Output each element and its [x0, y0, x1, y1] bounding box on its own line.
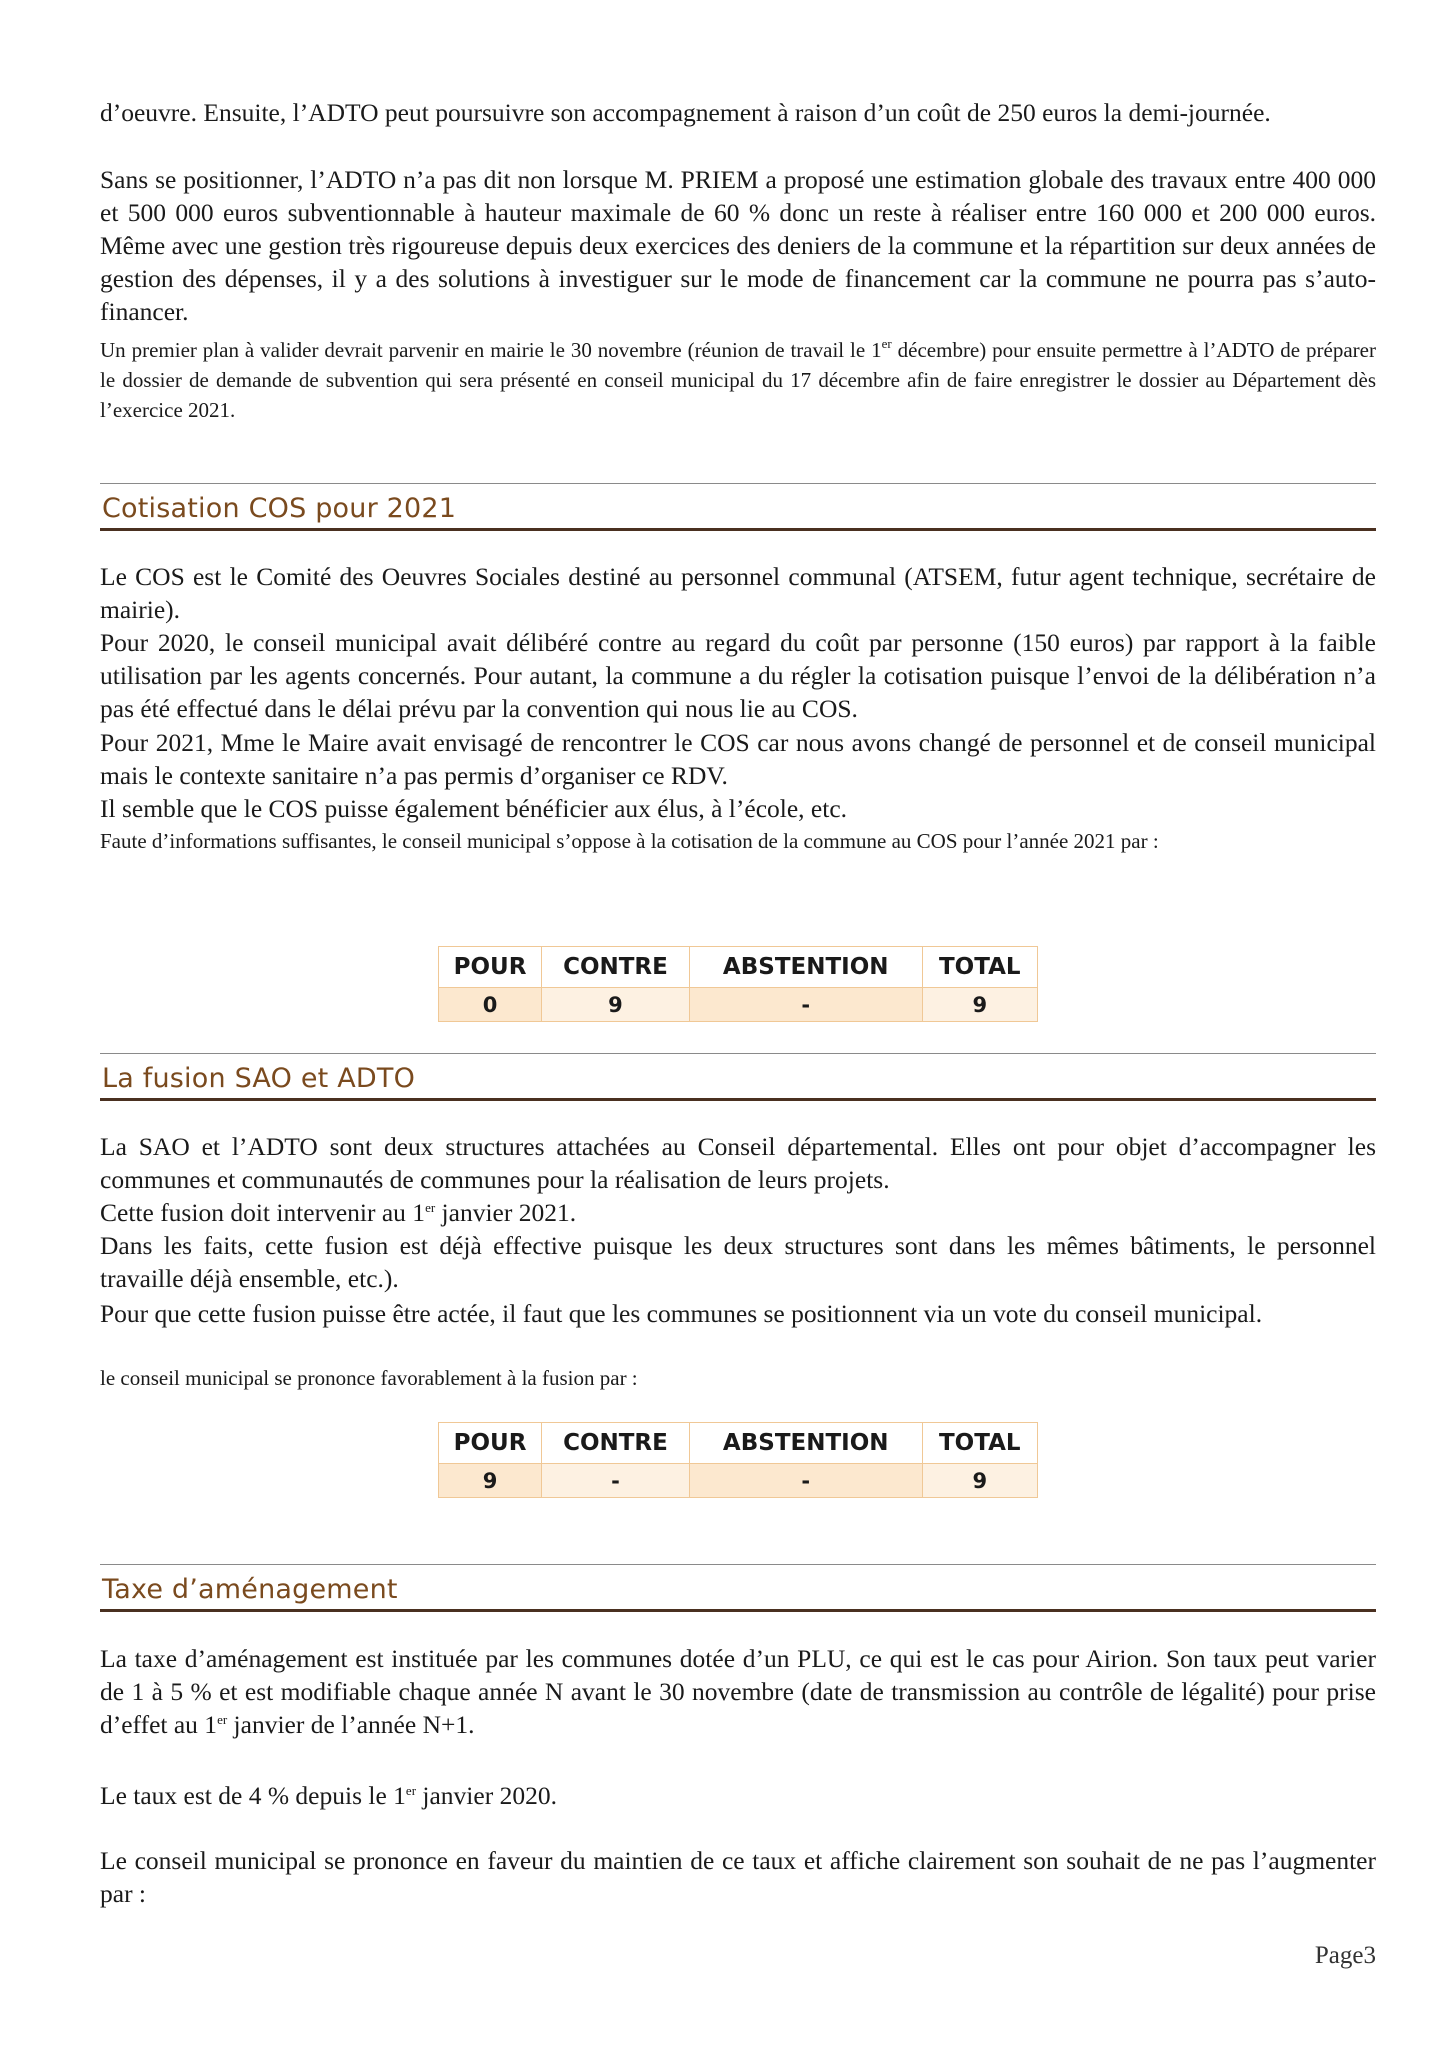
taxe-paragraph-3: Le conseil municipal se prononce en faveur du maintien de ce taux et affiche clairement son souhait de ne pas l’augmenter par : — [100, 1846, 1376, 1908]
fusion-paragraph-5: le conseil municipal se prononce favorablement à la fusion par : — [100, 1366, 638, 1390]
cos-paragraph-5: Faute d’informations suffisantes, le conseil municipal s’oppose à la cotisation de la commune au COS pour l’année 2021 par : — [100, 829, 1159, 853]
page-number: Page3 — [1314, 1942, 1376, 1969]
value-abstention: - — [689, 1464, 922, 1498]
intro-paragraph-3 — [100, 335, 1376, 425]
divider — [100, 1098, 1376, 1101]
divider — [100, 1609, 1376, 1612]
header-abstention: ABSTENTION — [689, 947, 922, 988]
header-contre: CONTRE — [542, 1423, 690, 1464]
taxe-text-a: Le taux est de 4 % depuis le 1 — [100, 1781, 406, 1810]
superscript: er — [881, 336, 892, 351]
divider — [100, 483, 1376, 484]
vote-header-row — [439, 1423, 1038, 1464]
value-total: 9 — [922, 988, 1037, 1022]
value-pour: 0 — [439, 988, 542, 1022]
intro-paragraph-1: d’oeuvre. Ensuite, l’ADTO peut poursuivre son accompagnement à raison d’un coût de 250 euros la demi-journée. — [100, 98, 1271, 127]
divider — [100, 528, 1376, 531]
taxe-paragraph-1 — [100, 1642, 1376, 1741]
cos-paragraph-2: Pour 2020, le conseil municipal avait délibéré contre au regard du coût par personne (150 euros) par rapport à la faible utilisation par les agents concernés. Pour autant, la commune a du régler la cotisation puisque l’envoi de la délibération n’a pas été effectué dans le délai prévu par la convention qui nous lie au COS. — [100, 628, 1376, 723]
fusion-paragraph-3: Dans les faits, cette fusion est déjà effective puisque les deux structures sont dans les mêmes bâtiments, le personnel travaille déjà ensemble, etc.). — [100, 1231, 1376, 1293]
superscript: er — [405, 1783, 417, 1798]
intro-text-b: décembre) pour ensuite permettre à l’ADTO de préparer le dossier de demande de subvention qui sera présenté en conseil municipal du 17 décembre afin de faire enregistrer le dossier au Département dès l’exercice 2021. — [100, 338, 1376, 422]
vote-header-row — [439, 947, 1038, 988]
superscript: er — [425, 1200, 436, 1215]
vote-values-row — [439, 988, 1038, 1022]
vote-values-row — [439, 1464, 1038, 1498]
taxe-text-b: janvier 2020. — [416, 1781, 557, 1810]
header-pour: POUR — [439, 947, 542, 988]
header-total: TOTAL — [922, 947, 1037, 988]
divider — [100, 1564, 1376, 1565]
vote-table-cos — [438, 946, 1038, 1022]
header-contre: CONTRE — [542, 947, 690, 988]
fusion-paragraph-1: La SAO et l’ADTO sont deux structures attachées au Conseil départemental. Elles ont pour objet d’accompagner les communes et communautés de communes pour la réalisation de leurs projets. — [100, 1132, 1376, 1194]
taxe-text-b: janvier de l’année N+1. — [227, 1710, 475, 1739]
fusion-text-b: janvier 2021. — [435, 1198, 577, 1227]
section-title: Cotisation COS pour 2021 — [102, 493, 457, 524]
section-title: Taxe d’aménagement — [102, 1574, 398, 1605]
intro-text-a: Un premier plan à valider devrait parvenir en mairie le 30 novembre (réunion de travail le 1 — [100, 338, 882, 362]
value-contre: 9 — [542, 988, 690, 1022]
fusion-paragraph-4: Pour que cette fusion puisse être actée, il faut que les communes se positionnent via un vote du conseil municipal. — [100, 1299, 1263, 1328]
header-total: TOTAL — [922, 1423, 1037, 1464]
vote-table-fusion — [438, 1422, 1038, 1498]
taxe-paragraph-2 — [100, 1779, 1376, 1812]
divider — [100, 1053, 1376, 1054]
header-pour: POUR — [439, 1423, 542, 1464]
intro-paragraph-2: Sans se positionner, l’ADTO n’a pas dit non lorsque M. PRIEM a proposé une estimation globale des travaux entre 400 000 et 500 000 euros subventionnable à hauteur maximale de 60 % donc un reste à réaliser entre 160 000 et 200 000 euros. Même avec une gestion très rigoureuse depuis deux exercices des deniers de la commune et la répartition sur deux années de gestion des dépenses, il y a des solutions à investiguer sur le mode de financement car la commune ne pourra pas s’auto-financer. — [100, 165, 1376, 326]
cos-paragraph-1: Le COS est le Comité des Oeuvres Sociales destiné au personnel communal (ATSEM, futur agent technique, secrétaire de mairie). — [100, 562, 1376, 624]
value-contre: - — [542, 1464, 690, 1498]
section-title: La fusion SAO et ADTO — [102, 1063, 416, 1094]
taxe-text-a: La taxe d’aménagement est instituée par les communes dotée d’un PLU, ce qui est le cas pour Airion. Son taux peut varier de 1 à 5 % et est modifiable chaque année N avant le 30 novembre (date de transmission au contrôle de légalité) pour prise d’effet au 1 — [100, 1644, 1376, 1739]
superscript: er — [217, 1712, 228, 1727]
header-abstention: ABSTENTION — [689, 1423, 922, 1464]
value-total: 9 — [922, 1464, 1037, 1498]
fusion-paragraph-2 — [100, 1196, 1376, 1229]
value-abstention: - — [689, 988, 922, 1022]
section-heading-taxe — [100, 1564, 1376, 1614]
value-pour: 9 — [439, 1464, 542, 1498]
cos-paragraph-4: Il semble que le COS puisse également bénéficier aux élus, à l’école, etc. — [100, 794, 848, 823]
cos-paragraph-3: Pour 2021, Mme le Maire avait envisagé de rencontrer le COS car nous avons changé de personnel et de conseil municipal mais le contexte sanitaire n’a pas permis d’organiser ce RDV. — [100, 728, 1376, 790]
fusion-text-a: Cette fusion doit intervenir au 1 — [100, 1198, 426, 1227]
section-heading-fusion — [100, 1053, 1376, 1103]
section-heading-cos — [100, 483, 1376, 533]
